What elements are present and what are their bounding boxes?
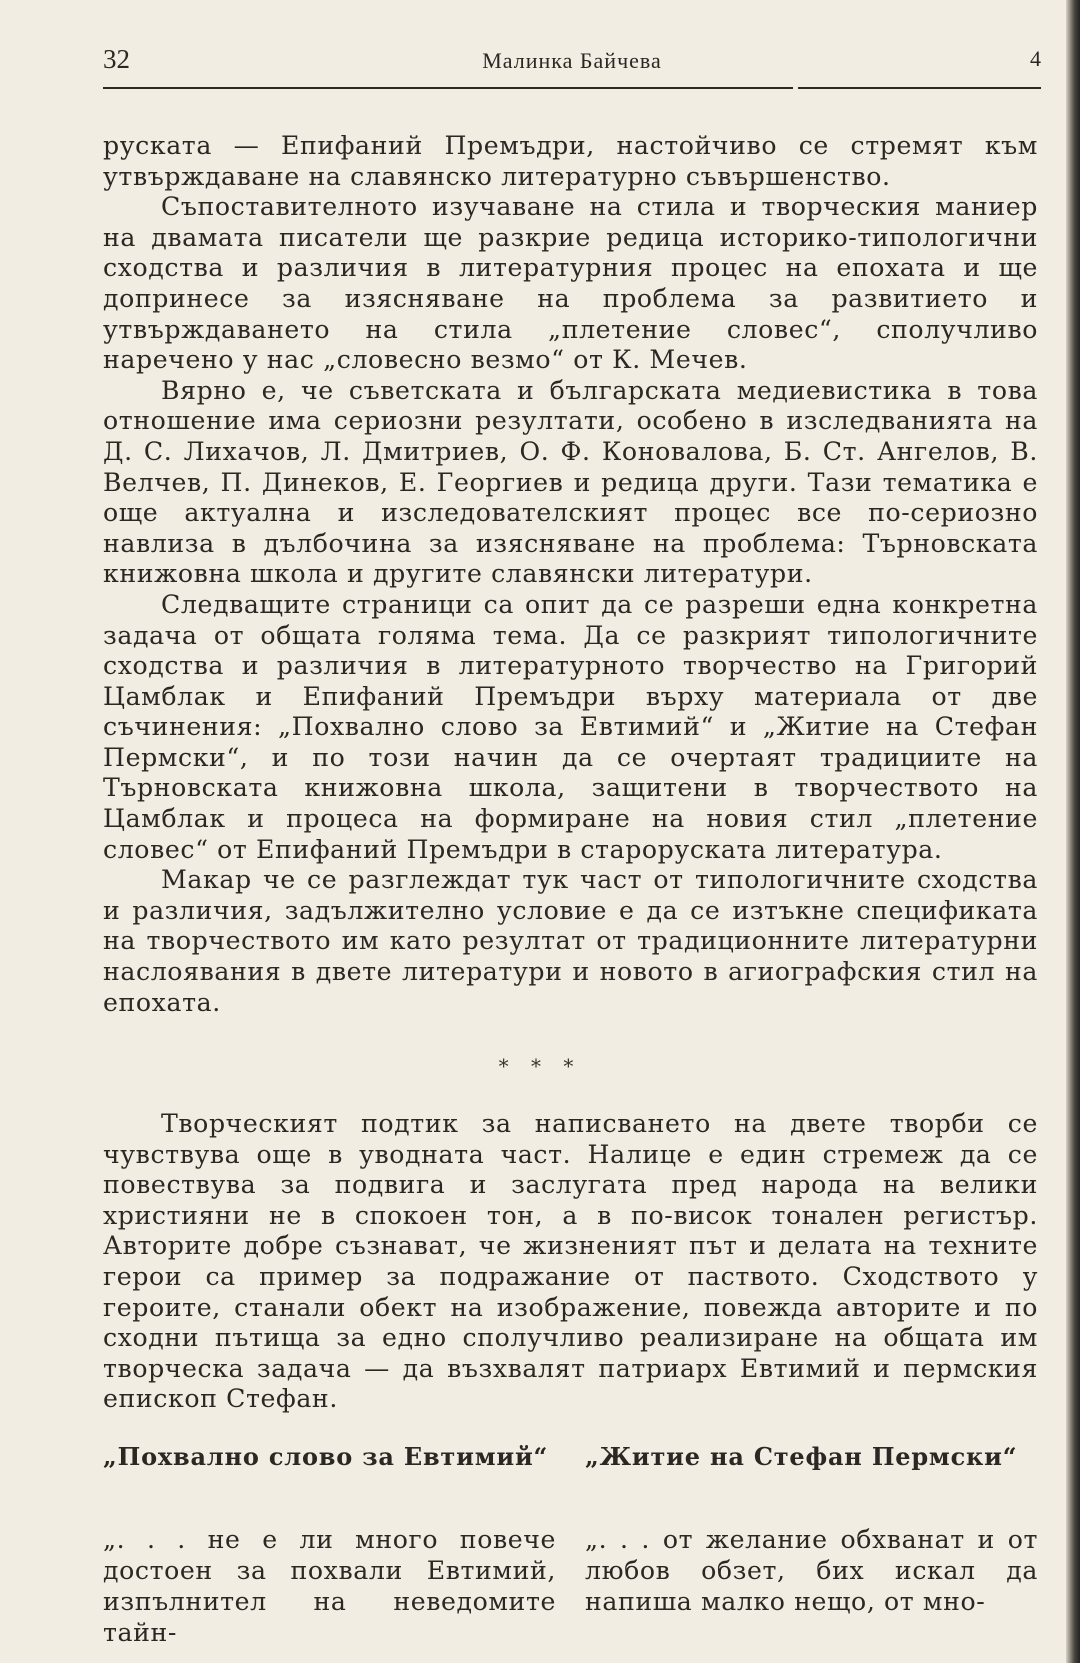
body-text-upper <box>103 131 1038 1018</box>
section-number: 4 <box>1030 46 1041 71</box>
left-column-text <box>103 1524 556 1648</box>
quote: „. . . от желание обхванат и от любов обзет, бих искал да напиша малко нещо, от мно- <box>585 1525 1038 1616</box>
left-column-title: „Похвално слово за Евтимий“ <box>103 1442 549 1471</box>
running-header <box>103 44 1041 76</box>
paragraph: Съпоставителното изучаване на стила и творческия маниер на двамата писатели ще разкрие редица историко-типологични сходства и различия в литературния процес на епохата и ще допринесе за изясняване на проблема за развитието и утвърждаването на стила „плетение словес“, сполучливо наречено у нас „словесно везмо“ от К. Мечев. <box>103 192 1038 375</box>
header-rule <box>103 87 793 89</box>
header-rule <box>798 87 1041 89</box>
right-column-title: „Житие на Стефан Пермски“ <box>585 1442 1018 1471</box>
paragraph: Вярно е, че съветската и българската медиевистика в това отношение има сериозни резултати, особено в изследванията на Д. С. Лихачов, Л. Дмитриев, О. Ф. Коновалова, Б. Ст. Ангелов, В. Велчев, П. Динеков, Е. Георгиев и редица други. Тази тематика е още актуална и изследователският процес все по-сериозно навлиза в дълбочина за изясняване на проблема: Търновската книжовна школа и другите славянски литератури. <box>103 375 1038 589</box>
section-separator: * * * <box>498 1054 582 1078</box>
page-number: 32 <box>103 44 130 74</box>
paragraph: Макар че се разглеждат тук част от типологичните сходства и различия, задължително условие е да се изтъкне спецификата на творчеството им като резултат от традиционните литературни наслоявания в двете литератури и новото в агиографския стил на епохата. <box>103 865 1038 1017</box>
body-text-lower <box>103 1109 1038 1415</box>
paragraph: Творческият подтик за написването на двете творби се чувствува още в уводната част. Налице е един стремеж да се повествува за подвига и заслугата пред народа на велики християни не в спокоен тон, а в по-висок тонален регистър. Авторите добре съзнават, че жизненият път и делата на техните герои са пример за подражание от паството. Сходството у героите, станали обект на изображение, повежда авторите и по сходни пътища за едно сполучливо реализиране на общата им творческа задача — да възхвалят патриарх Евтимий и пермския епископ Стефан. <box>103 1109 1038 1414</box>
page-edge-shadow <box>1066 0 1080 1663</box>
quote: „. . . не е ли много повече достоен за похвали Евтимий, изпълнител на неведомите тайн- <box>103 1525 556 1647</box>
right-column-text <box>585 1524 1038 1617</box>
running-title: Малинка Байчева <box>482 48 662 73</box>
paragraph: Следващите страници са опит да се разреши една конкретна задача от общата голяма тема. Да се разкрият типологичните сходства и различия в литературното творчество на Григорий Цамблак и Епифаний Премъдри върху материала от две съчинения: „Похвално слово за Евтимий“ и „Житие на Стефан Пермски“, и по този начин да се очертаят традициите на Търновската книжовна школа, защитени в творчеството на Цамблак и процеса на формиране на новия стил „плетение словес“ от Епифаний Премъдри в староруската литература. <box>103 589 1038 864</box>
paragraph: руската — Епифаний Премъдри, настойчиво се стремят към утвърждаване на славянско литературно съвършенство. <box>103 131 1038 191</box>
